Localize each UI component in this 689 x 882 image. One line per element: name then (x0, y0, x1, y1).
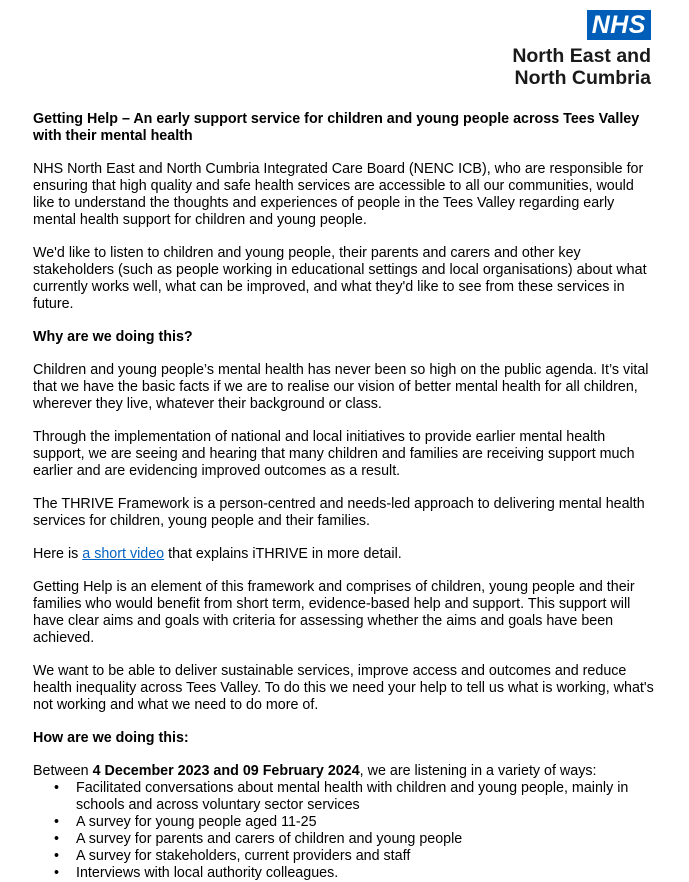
document-body (33, 111, 658, 882)
intro-paragraph: NHS North East and North Cumbria Integrated Care Board (NENC ICB), who are responsible for ensuring that high quality and safe health services are accessible to all our communities, would like to understand the thoughts and experiences of people in the Tees Valley regarding early mental health support for children and young people. (33, 161, 644, 228)
dates-range: 4 December 2023 and 09 February 2024 (92, 763, 360, 779)
document-title: Getting Help – An early support service for children and young people across Tees Valley with their mental health (33, 111, 640, 144)
video-text-pre: Here is (33, 546, 83, 562)
sustainable-paragraph: We want to be able to deliver sustainable services, improve access and outcomes and reduce health inequality across Tees Valley. To do this we need your help to tell us what is working, what's not working and what we need to do more of. (33, 663, 654, 713)
listen-paragraph: We'd like to listen to children and young people, their parents and carers and other key stakeholders (such as people working in educational settings and local organisations) about what currently works well, what can be improved, and what they'd like to see from these services in future. (33, 245, 647, 312)
list-item: • A survey for parents and carers of children and young people (33, 831, 658, 848)
why-heading: Why are we doing this? (33, 329, 193, 345)
getting-help-paragraph: Getting Help is an element of this framework and comprises of children, young people and their families who would benefit from short term, evidence-based help and support. This support will have clear aims and goals with criteria for assessing whether the aims and goals have been achieved. (33, 579, 635, 646)
why-paragraph-2: Through the implementation of national and local initiatives to provide earlier mental health support, we are seeing and hearing that many children and families are receiving support much earlier and are evidencing improved outcomes as a result. (33, 429, 635, 479)
org-name-line1: North East and (512, 45, 651, 67)
video-text-post: that explains iTHRIVE in more detail. (164, 546, 402, 562)
thrive-paragraph: The THRIVE Framework is a person-centred and needs-led approach to delivering mental health services for children, young people and their families. (33, 496, 645, 529)
dates-text-pre: Between (33, 763, 93, 779)
org-name-line2: North Cumbria (514, 67, 651, 89)
list-item: • Facilitated conversations about mental health with children and young people, mainly in schools and across voluntary sector services (33, 780, 658, 814)
short-video-link[interactable]: a short video (82, 546, 165, 562)
how-heading: How are we doing this: (33, 730, 189, 746)
organisation-name (512, 45, 651, 89)
dates-text-post: , we are listening in a variety of ways: (359, 763, 597, 779)
why-paragraph-1: Children and young people’s mental health has never been so high on the public agenda. It’s vital that we have the basic facts if we are to realise our vision of better mental health for all children, wherever they live, whatever their background or class. (33, 362, 649, 412)
ways-list (33, 780, 658, 882)
nhs-logo (512, 10, 651, 89)
list-item: • Interviews with local authority colleagues. (33, 865, 658, 882)
dates-paragraph (33, 763, 658, 780)
nhs-logo-mark: NHS (587, 10, 651, 40)
list-item: • A survey for young people aged 11-25 (33, 814, 658, 831)
list-item: • A survey for stakeholders, current providers and staff (33, 848, 658, 865)
video-paragraph (33, 546, 658, 563)
